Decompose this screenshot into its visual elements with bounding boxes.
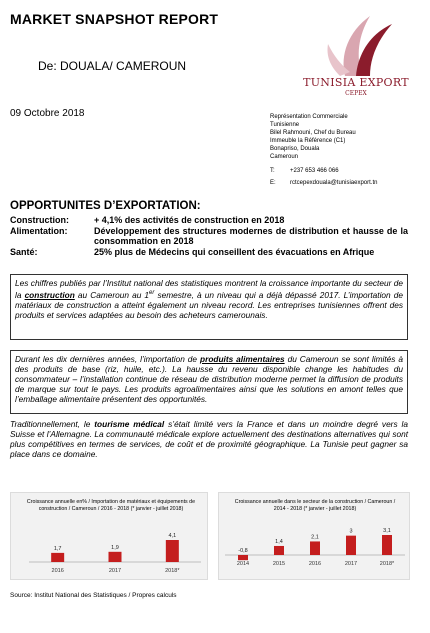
chart-construction-growth — [218, 492, 410, 580]
source-note: Source: Institut National des Statistiques / Propres calculs — [10, 592, 177, 599]
box-text: au Cameroun au 1 — [74, 289, 150, 300]
chart-data-label: 1,4 — [275, 538, 283, 545]
food-box — [10, 350, 408, 414]
chart-data-label: 3 — [349, 528, 353, 535]
opportunity-label: Alimentation: — [10, 225, 68, 236]
box-text: semestre, à un niveau qui a déjà dépassé 2017. L’importation de matériaux de construction a atteint également un niveau record. Les entreprises tunisiennes offrent des produits et services adaptées au besoin des acheteurs camerounais. — [15, 289, 403, 320]
chart-svg — [219, 493, 411, 581]
chart-data-label: 2,1 — [311, 534, 319, 541]
chart-tick-label: 2014 — [236, 561, 250, 567]
chart-bar — [51, 553, 64, 562]
chart-bar — [274, 546, 284, 555]
food-keyword: produits alimentaires — [200, 354, 285, 364]
report-city: De: DOUALA/ CAMEROUN — [38, 59, 187, 73]
chart-bar — [346, 536, 356, 555]
opportunity-label: Construction: — [10, 215, 69, 225]
chart-tick-label: 2018* — [165, 568, 180, 574]
logo-sub-text: CEPEX — [345, 90, 367, 97]
chart-tick-label: 2017 — [108, 568, 122, 574]
chart-bar — [238, 555, 248, 560]
medical-keyword: tourisme médical — [94, 419, 165, 429]
logo-brand-text: TUNISIA EXPORT — [303, 76, 409, 89]
chart-data-label: 1,9 — [111, 544, 119, 551]
report-title: MARKET SNAPSHOT REPORT — [10, 11, 219, 27]
chart-tick-label: 2016 — [51, 568, 64, 574]
opportunity-label: Santé: — [10, 246, 38, 257]
chart-bar — [382, 535, 392, 555]
chart-title: Croissance annuelle dans le secteur de la construction / Cameroun / 2014 - 2018 (* janvier - juillet 2018) — [234, 499, 396, 512]
chart-data-label: 4,1 — [168, 533, 177, 539]
chart-tick-label: 2017 — [344, 561, 358, 567]
phone-label: T: — [270, 168, 275, 174]
opportunity-text: + 4,1% des activités de construction en 2018 — [94, 215, 285, 225]
opportunity-row — [10, 226, 408, 247]
para-text: s’était limité vers la France et dans un moindre degré vers la Suisse et l’Allemagne. La communauté médicale explore actuellement des destinations alternatives qui sont plus compétitives en termes de services, de coût et de proximité géographique. La Tunisie peut gagner sa place dans ce domaine. — [10, 419, 408, 460]
contact-line: Tunisienne — [270, 122, 300, 128]
opportunity-row — [10, 247, 408, 258]
contact-line: Immeuble la Référence (C1) — [270, 138, 346, 144]
opportunity-row — [10, 215, 408, 226]
contact-line: Bilel Rahmouni, Chef du Bureau — [270, 130, 356, 136]
superscript: er — [149, 290, 155, 296]
construction-keyword: construction — [24, 289, 75, 300]
chart-tick-label: 2016 — [308, 561, 322, 567]
contact-phone-row — [270, 167, 430, 175]
para-text: Traditionnellement, le — [10, 419, 95, 429]
contact-line: Cameroun — [270, 154, 299, 160]
construction-box — [10, 274, 408, 340]
chart-construction-imports — [10, 492, 208, 580]
box-text: Les chiffres publiés par l’Institut national des statistiques montrent la croissance importante du secteur de la — [15, 278, 403, 300]
phone-number[interactable]: +237 653 466 066 — [290, 168, 339, 174]
box-text: Durant les dix dernières années, l’importation de — [15, 354, 201, 364]
contact-line: Bonapriso, Douala — [270, 146, 320, 152]
medical-tourism-paragraph — [10, 419, 408, 459]
opportunity-text: Développement des structures modernes de distribution et hausse de la consommation en 2018 — [94, 225, 408, 246]
chart-tick-label: 2015 — [272, 561, 286, 567]
chart-title: Croissance annuelle en% / Importation de matériaux et équipements de construction / Cameroun / 2016 - 2018 (* janvier - juillet 2018) — [26, 499, 196, 512]
chart-bar — [109, 552, 122, 562]
opportunities-list — [10, 215, 408, 257]
chart-tick-label: 2018* — [379, 561, 395, 567]
contact-block — [270, 113, 430, 187]
contact-line: Représentation Commerciale — [270, 114, 348, 120]
chart-svg — [11, 493, 209, 581]
chart-bar — [166, 540, 179, 562]
report-date: 09 Octobre 2018 — [10, 108, 85, 119]
box-text: du Cameroun se sont limités à des produits de base (riz, huile, etc.). La hausse du revenu disponible change les habitudes du consommateur – l’installation continue de réseau de distribution moderne permet la diffusion de produits de marque sur tout le pays. Les produits agroalimentaires ainsi que les solutions en amont telles que l’emballage alimentaire présentent des opportunités. — [15, 354, 403, 404]
email-link[interactable]: rctcepexdouala@tunisiaexport.tn — [290, 180, 378, 186]
chart-data-label: -0,8 — [238, 548, 248, 554]
contact-email-row — [270, 179, 430, 187]
chart-data-label: 3,1 — [383, 528, 391, 534]
chart-bar — [310, 541, 320, 555]
opportunities-title: OPPORTUNITES D’EXPORTATION: — [10, 200, 201, 212]
opportunity-text: 25% plus de Médecins qui conseillent des évacuations en Afrique — [94, 246, 375, 257]
chart-data-label: 1,7 — [53, 545, 62, 552]
email-label: E: — [270, 180, 276, 186]
